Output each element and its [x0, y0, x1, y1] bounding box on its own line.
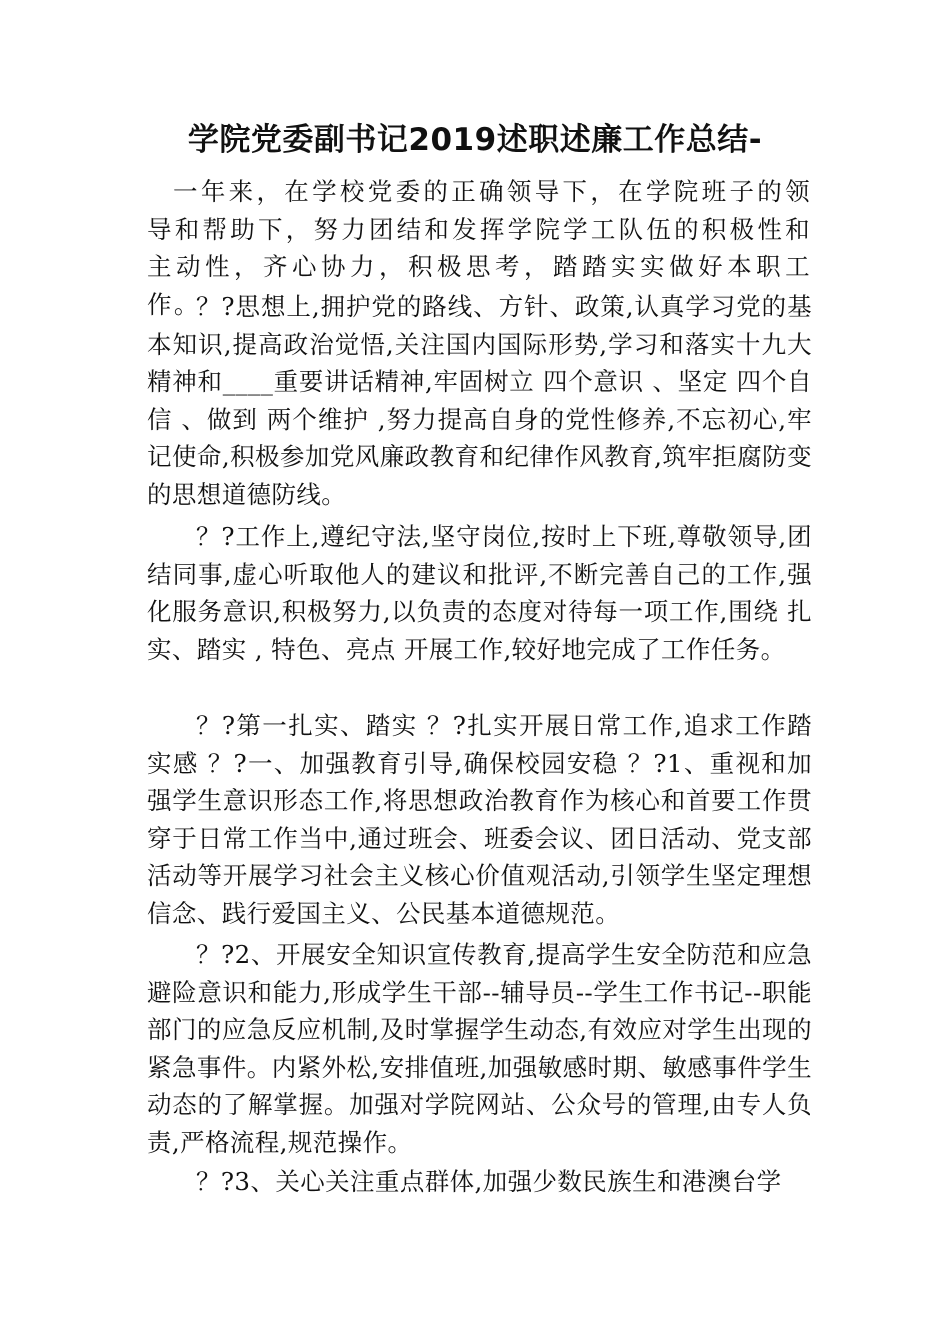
paragraph-first-item: ？?第一扎实、踏实 ？?扎实开展日常工作,追求工作踏实感 ？?一、加强教育引导,确保校园安稳 ？?1、重视和加强学生意识形态工作,将思想政治教育作为核心和首要工作贯穿于日常工作当中,通过班会、班委会议、团日活动、党支部活动等开展学习社会主义核心价值观活动,引领学生坚定理想信念、践行爱国主义、公民基本道德规范。: [147, 711, 812, 928]
document-body-ideology: [147, 288, 812, 514]
document-body-safety: [147, 936, 812, 1162]
paragraph-key-groups: ？?3、关心关注重点群体,加强少数民族生和港澳台学: [196, 1167, 782, 1196]
paragraph-ideology: ？?思想上,拥护党的路线、方针、政策,认真学习党的基本知识,提高政治觉悟,关注国内国际形势,学习和落实十九大精神和____重要讲话精神,牢固树立 四个意识 、坚定 四个自信 、做到 两个维护 ,努力提高自身的党性修养,不忘初心,牢记使命,积极参加党风廉政教育和纪律作风教育,筑牢拒腐防变的思想道德防线。: [147, 292, 812, 509]
paragraph-work: ？?工作上,遵纪守法,坚守岗位,按时上下班,尊敬领导,团结同事,虚心听取他人的建议和批评,不断完善自己的工作,强化服务意识,积极努力,以负责的态度对待每一项工作,围绕 扎实、踏实 , 特色、亮点 开展工作,较好地完成了工作任务。: [147, 522, 812, 664]
paragraph-intro: 一年来，在学校党委的正确领导下，在学院班子的领导和帮助下，努力团结和发挥学院学工队伍的积极性和主动性，齐心协力，积极思考，踏踏实实做好本职工作。: [147, 177, 812, 319]
document-body-first-item: [147, 707, 812, 933]
paragraph-safety: ？?2、开展安全知识宣传教育,提高学生安全防范和应急避险意识和能力,形成学生干部--辅导员--学生工作书记--职能部门的应急反应机制,及时掌握学生动态,有效应对学生出现的紧急事件。内紧外松,安排值班,加强敏感时期、敏感事件学生动态的了解掌握。加强对学院网站、公众号的管理,由专人负责,严格流程,规范操作。: [147, 940, 812, 1157]
document-body-work: [147, 518, 812, 668]
document-body-key-groups: [147, 1163, 812, 1201]
document-title: 学院党委副书记2019述职述廉工作总结-: [187, 122, 763, 158]
